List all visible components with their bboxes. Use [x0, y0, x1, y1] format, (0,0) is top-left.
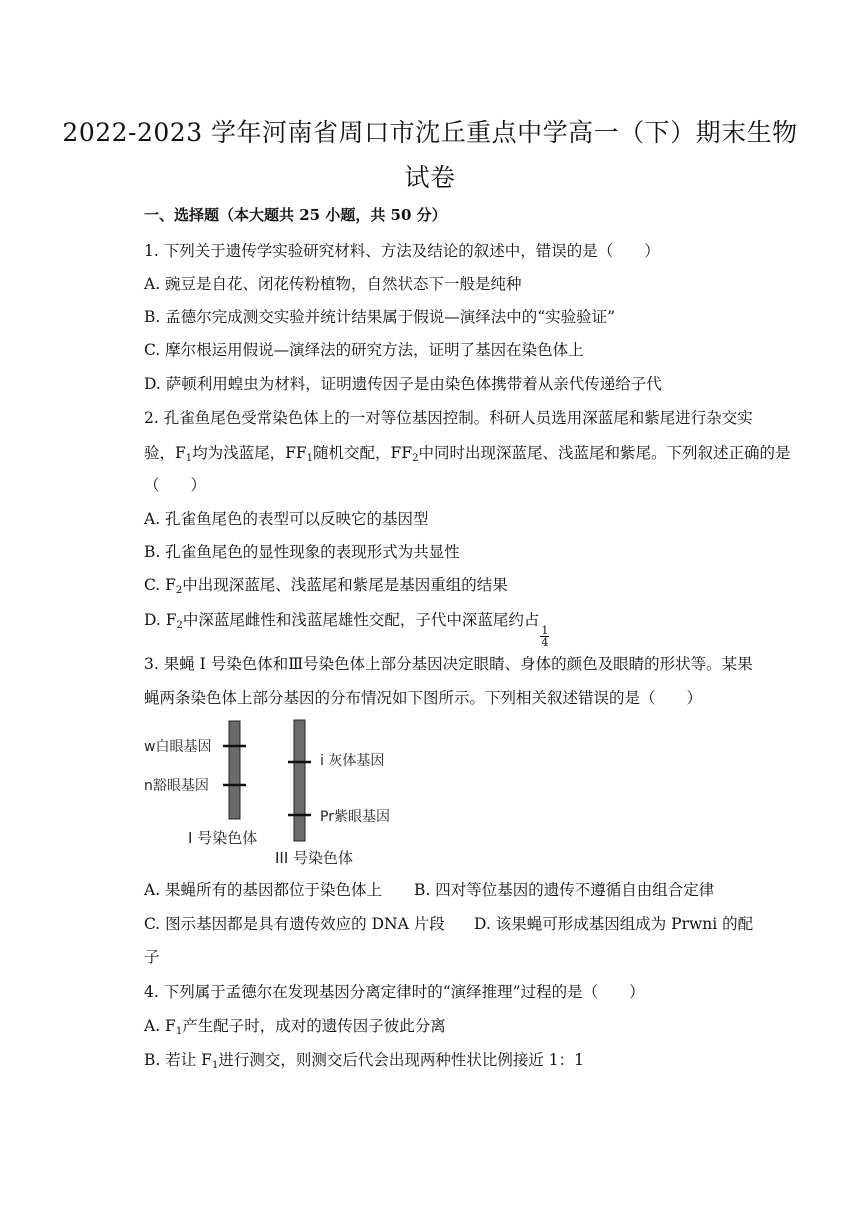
q2-stem-line3: （ ） [144, 476, 207, 494]
q4-option-a: A. $F_1$产生配子时，成对的遗传因子彼此分离 [144, 1017, 446, 1037]
q3-option-c: C. 图示基因都是具有遗传效应的 DNA 片段 [144, 915, 445, 933]
q2-option-b: B. 孔雀鱼尾色的显性现象的表现形式为共显性 [144, 543, 460, 561]
section-heading: 一、选择题（本大题共 25 小题，共 50 分） [144, 206, 447, 224]
chromosome-figure [140, 715, 410, 870]
q3-option-d: D. 该果蝇可形成基因组成为 Prwni 的配 [474, 915, 754, 933]
q2-option-d: D. $F_2$中深蓝尾雌性和浅蓝尾雄性交配，子代中深蓝尾约占 $\frac{1}{4}$ [144, 611, 549, 649]
chromosome-1-bar [229, 721, 240, 819]
q2-option-a: A. 孔雀鱼尾色的表型可以反映它的基因型 [144, 510, 429, 528]
q2-stem-line1: 2. 孔雀鱼尾色受常染色体上的一对等位基因控制。科研人员选用深蓝尾和紫尾进行杂交实 [144, 409, 753, 427]
chr3-gene2-label: Pr紫眼基因 [320, 809, 390, 825]
q1-stem: 1. 下列关于遗传学实验研究材料、方法及结论的叙述中，错误的是（ ） [144, 242, 660, 260]
q1-option-a: A. 豌豆是自花、闭花传粉植物，自然状态下一般是纯种 [144, 275, 522, 293]
q3-option-b: B. 四对等位基因的遗传不遵循自由组合定律 [414, 881, 715, 899]
q3-option-d-continued: 子 [144, 948, 160, 966]
q1-option-c: C. 摩尔根运用假说—演绎法的研究方法，证明了基因在染色体上 [144, 341, 584, 359]
q4-option-b: B. 若让 $F_1$进行测交，则测交后代会出现两种性状比例接近 1：1 [144, 1051, 584, 1071]
q1-option-d: D. 萨顿利用蝗虫为材料，证明遗传因子是由染色体携带着从亲代传递给子代 [144, 375, 662, 393]
q3-stem-line1: 3. 果蝇 Ⅰ 号染色体和Ⅲ号染色体上部分基因决定眼睛、身体的颜色及眼睛的形状等。某果 [144, 655, 753, 673]
q3-stem-line2: 蝇两条染色体上部分基因的分布情况如下图所示。下列相关叙述错误的是（ ） [144, 689, 703, 707]
q2-option-c: C. $F_2$中出现深蓝尾、浅蓝尾和紫尾是基因重组的结果 [144, 576, 508, 596]
chr1-label: Ⅰ 号染色体 [188, 829, 258, 847]
exam-title-line2: 试卷 [404, 163, 456, 192]
chr3-label: III 号染色体 [275, 849, 354, 867]
chr1-gene1-label: w白眼基因 [144, 739, 212, 755]
chromosome-3-bar [294, 720, 305, 841]
exam-title-line1: 2022-2023 学年河南省周口市沈丘重点中学高一（下）期末生物 [62, 118, 798, 147]
q4-stem: 4. 下列属于孟德尔在发现基因分离定律时的“演绎推理”过程的是（ ） [144, 983, 645, 1001]
q3-option-a: A. 果蝇所有的基因都位于染色体上 [144, 881, 383, 899]
q2-stem-line2: 验，$F_1$均为浅蓝尾，$FF_1$随机交配，$FF_2$中同时出现深蓝尾、浅蓝尾和紫尾。下列叙述正确的是 [144, 444, 791, 464]
q1-option-b: B. 孟德尔完成测交实验并统计结果属于假说—演绎法中的“实验验证” [144, 308, 616, 326]
fraction-one-quarter: $\frac{1}{4}$ [541, 624, 549, 649]
chr3-gene1-label: i 灰体基因 [320, 753, 385, 769]
chr1-gene2-label: n豁眼基因 [144, 778, 209, 794]
